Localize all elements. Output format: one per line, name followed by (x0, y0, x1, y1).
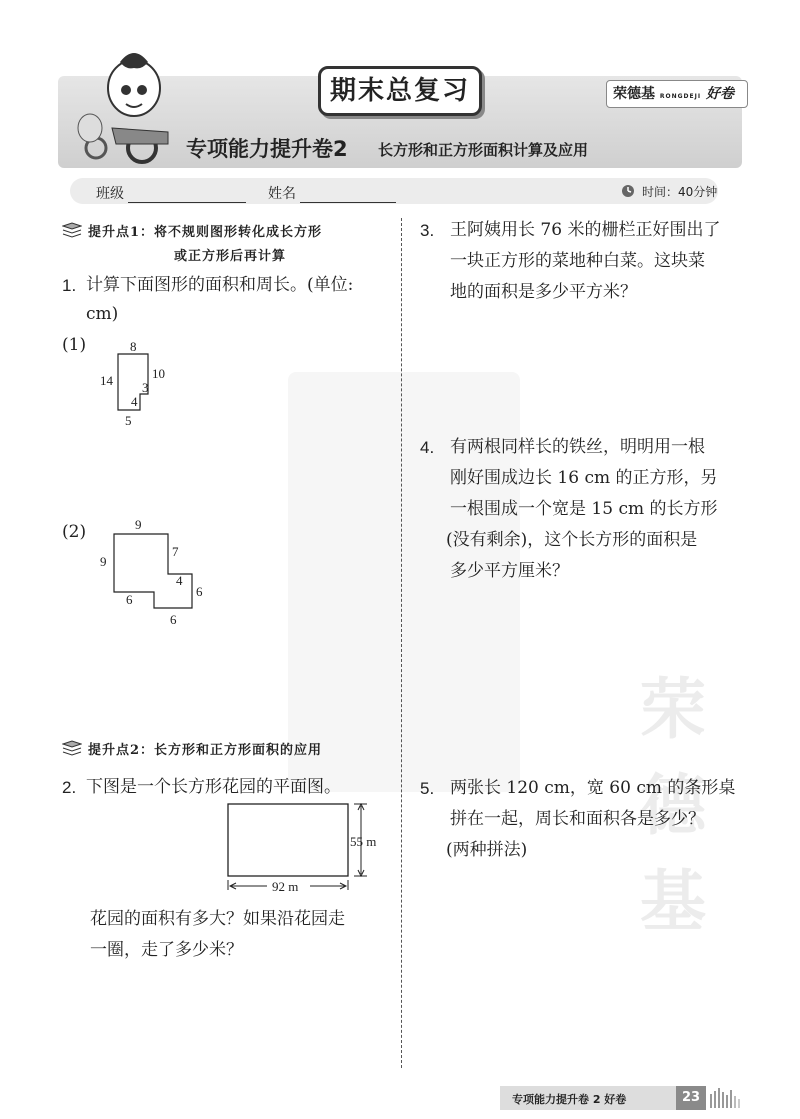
q4-line1: 有两根同样长的铁丝，明明用一根 (450, 437, 705, 457)
footer-label: 专项能力提升卷 2 好卷 (512, 1093, 627, 1106)
fig1-inner-right-label: 3 (142, 380, 149, 395)
point1-title: 提升点1：将不规则图形转化成长方形 (88, 225, 323, 240)
name-label: 姓名 (268, 186, 296, 202)
brand-logo (606, 80, 748, 108)
fig2-lower-right-label: 6 (196, 584, 203, 599)
q5-line2: 拼在一起，周长和面积各是多少？ (450, 809, 705, 829)
q1-sub2-label: (2) (62, 522, 87, 542)
clock-icon (620, 182, 636, 198)
fig2-bottom-label: 6 (170, 612, 177, 627)
fig1-left-label: 14 (100, 373, 113, 388)
q2-garden-diagram (222, 800, 392, 896)
fig1-top-label: 8 (130, 340, 137, 354)
q2-text-line2: 花园的面积有多大？如果沿花园走 (90, 909, 345, 929)
q1-sub1-label: (1) (62, 335, 87, 355)
q3-line3: 地的面积是多少平方米？ (450, 282, 637, 302)
fig1-right-label: 10 (152, 366, 165, 381)
review-title: 期末总复习 (318, 66, 482, 116)
time-label: 时间：40分钟 (642, 185, 718, 199)
watermark-char-2: 德 (640, 767, 706, 844)
paper-subtitle: 长方形和正方形面积计算及应用 (378, 141, 589, 159)
q1-figure-2 (96, 514, 216, 630)
class-label: 班级 (96, 186, 124, 202)
name-field[interactable] (268, 183, 396, 203)
q3-number: 3. (420, 221, 435, 240)
point2-title: 提升点2：长方形和正方形面积的应用 (88, 743, 323, 758)
watermark-char-3: 基 (640, 863, 706, 940)
q3-line1: 王阿姨用长 76 米的栅栏正好围出了 (450, 220, 721, 240)
page-number: 23 (676, 1086, 706, 1110)
q1-number: 1. (62, 276, 77, 295)
book-icon (62, 740, 82, 756)
class-field[interactable] (96, 183, 246, 203)
fig1-bottom-label: 5 (125, 413, 132, 428)
fig2-top-label: 9 (135, 517, 142, 532)
column-divider (401, 218, 402, 1068)
brand-tag: 好卷 (705, 86, 734, 102)
fig2-upper-right-label: 7 (172, 544, 179, 559)
brand-sub: RONGDEJI (659, 93, 702, 100)
fig2-lower-left-label: 6 (126, 592, 133, 607)
q3-line2: 一块正方形的菜地种白菜。这块菜 (450, 251, 705, 271)
fig1-inner-bottom-label: 4 (131, 394, 138, 409)
q5-number: 5. (420, 779, 435, 798)
footer-bars-decoration (708, 1088, 748, 1108)
book-icon (62, 222, 82, 238)
garden-width-label: 92 m (272, 879, 299, 894)
q4-line3: 一根围成一个宽是 15 cm 的长方形 (450, 499, 718, 519)
q4-number: 4. (420, 438, 435, 457)
name-blank[interactable] (300, 188, 396, 203)
fig2-step-label: 4 (176, 573, 183, 588)
garden-rect (228, 804, 348, 876)
fig2-left-label: 9 (100, 554, 107, 569)
garden-height-label: 55 m (350, 834, 377, 849)
class-blank[interactable] (128, 188, 246, 203)
q1-text-line2: cm) (86, 304, 119, 324)
brand-name: 荣德基 (613, 86, 655, 102)
q4-line4: (没有剩余)，这个长方形的面积是 (446, 530, 698, 550)
q5-line3: (两种拼法) (446, 840, 528, 860)
q2-text-line3: 一圈，走了多少米？ (90, 940, 243, 960)
q2-number: 2. (62, 778, 77, 797)
q5-line1: 两张长 120 cm，宽 60 cm 的条形桌 (450, 778, 736, 798)
q2-text-line1: 下图是一个长方形花园的平面图。 (86, 777, 341, 797)
paper-title: 专项能力提升卷2 (186, 137, 348, 161)
mascot-illustration (72, 48, 182, 168)
point1-title-line2: 或正方形后再计算 (174, 249, 287, 264)
watermark-char-1: 荣 (640, 671, 706, 748)
q1-figure-1 (96, 340, 176, 430)
q1-text-line1: 计算下面图形的面积和周长。(单位: (86, 275, 354, 295)
q4-line2: 刚好围成边长 16 cm 的正方形，另 (450, 468, 718, 488)
q4-line5: 多少平方厘米？ (450, 561, 569, 581)
